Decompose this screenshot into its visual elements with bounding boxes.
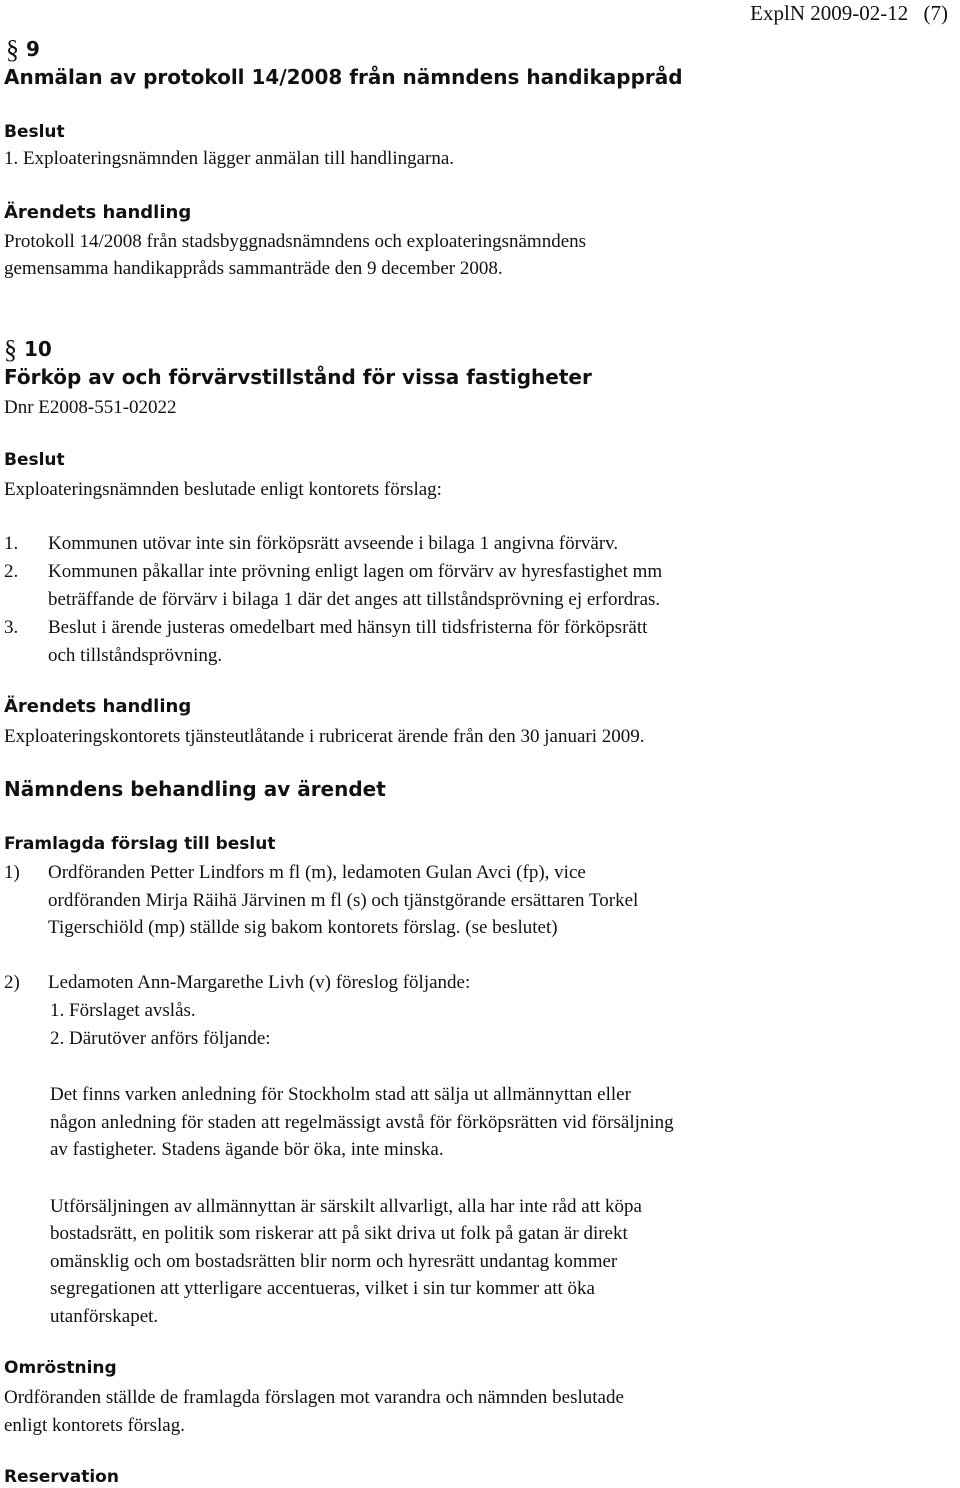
- omrostning-text: enligt kontorets förslag.: [4, 1415, 185, 1436]
- proposal-text: Ledamoten Ann-Margarethe Livh (v) föreslog följande:: [48, 972, 471, 993]
- section-symbol: §: [4, 335, 17, 364]
- decision-item-text: beträffande de förvärv i bilaga 1 där det anges att tillståndsprövning ej erfordras.: [48, 589, 661, 610]
- argument-text: utanförskapet.: [50, 1306, 159, 1327]
- omrostning-text: Ordföranden ställde de framlagda förslagen mot varandra och nämnden beslutade: [4, 1387, 624, 1408]
- section-9-handling-line: Protokoll 14/2008 från stadsbyggnadsnämndens och exploateringsnämndens: [4, 231, 587, 252]
- decision-item-text: Kommunen utövar inte sin förköpsrätt avseende i bilaga 1 angivna förvärv.: [48, 533, 619, 554]
- proposal-text: ordföranden Mirja Räihä Järvinen m fl (s) och tjänstgörande ersättaren Torkel: [48, 890, 639, 911]
- argument-text: Det finns varken anledning för Stockholm stad att sälja ut allmännyttan eller: [50, 1084, 631, 1105]
- section-symbol: §: [6, 35, 19, 64]
- section-10-number: [4, 336, 52, 363]
- section-9-title: Anmälan av protokoll 14/2008 från nämndens handikappråd: [4, 65, 683, 89]
- decision-item-number: 1.: [4, 533, 19, 554]
- argument-text: någon anledning för staden att regelmässigt avstå för förköpsrätten vid försäljning: [50, 1112, 674, 1133]
- decision-item-text: Kommunen påkallar inte prövning enligt lagen om förvärv av hyresfastighet mm: [48, 561, 663, 582]
- argument-text: bostadsrätt, en politik som riskerar att på sikt driva ut folk på gatan är direkt: [50, 1223, 628, 1244]
- page-header: [740, 0, 948, 26]
- proposal-number: 2): [4, 972, 20, 993]
- section-9-beslut-item: 1. Exploateringsnämnden lägger anmälan till handlingarna.: [4, 148, 455, 169]
- section-9-handling-heading: Ärendets handling: [4, 202, 192, 223]
- proposal-number: 1): [4, 862, 20, 883]
- page-number: (7): [923, 1, 948, 25]
- section-10-title: Förköp av och förvärvstillstånd för vissa fastigheter: [4, 365, 592, 389]
- forslag-heading: Framlagda förslag till beslut: [4, 834, 276, 854]
- decision-item-number: 3.: [4, 617, 19, 638]
- section-10-handling-heading: Ärendets handling: [4, 696, 192, 717]
- reservation-heading: Reservation: [4, 1467, 119, 1487]
- section-number: 9: [25, 37, 40, 61]
- section-10-beslut-intro: Exploateringsnämnden beslutade enligt kontorets förslag:: [4, 479, 442, 500]
- decision-item-number: 2.: [4, 561, 19, 582]
- argument-text: av fastigheter. Stadens ägande bör öka, inte minska.: [50, 1139, 444, 1160]
- document-reference: ExplN 2009-02-12: [750, 1, 909, 25]
- proposal-text: Tigerschiöld (mp) ställde sig bakom kontorets förslag. (se beslutet): [48, 917, 558, 938]
- behandling-heading: Nämndens behandling av ärendet: [4, 777, 386, 801]
- proposal-text: Ordföranden Petter Lindfors m fl (m), ledamoten Gulan Avci (fp), vice: [48, 862, 586, 883]
- section-10-beslut-heading: Beslut: [4, 450, 65, 470]
- section-9-handling-line: gemensamma handikappråds sammanträde den 9 december 2008.: [4, 258, 503, 279]
- omrostning-heading: Omröstning: [4, 1358, 117, 1378]
- section-number: 10: [23, 337, 52, 361]
- section-9-number: [6, 36, 40, 63]
- argument-text: omänsklig och om bostadsrätten blir norm och hyresrätt undantag kommer: [50, 1251, 618, 1272]
- decision-item-text: och tillståndsprövning.: [48, 645, 223, 666]
- section-9-beslut-heading: Beslut: [4, 122, 65, 142]
- proposal-subitem: 2. Därutöver anförs följande:: [50, 1028, 271, 1049]
- section-10-handling-text: Exploateringskontorets tjänsteutlåtande i rubricerat ärende från den 30 januari 2009.: [4, 726, 645, 747]
- argument-text: segregationen att ytterligare accentueras, vilket i sin tur kommer att öka: [50, 1278, 595, 1299]
- decision-item-text: Beslut i ärende justeras omedelbart med hänsyn till tidsfristerna för förköpsrätt: [48, 617, 648, 638]
- argument-text: Utförsäljningen av allmännyttan är särskilt allvarligt, alla har inte råd att köpa: [50, 1196, 642, 1217]
- proposal-subitem: 1. Förslaget avslås.: [50, 1000, 196, 1021]
- section-10-dnr: Dnr E2008-551-02022: [4, 397, 177, 418]
